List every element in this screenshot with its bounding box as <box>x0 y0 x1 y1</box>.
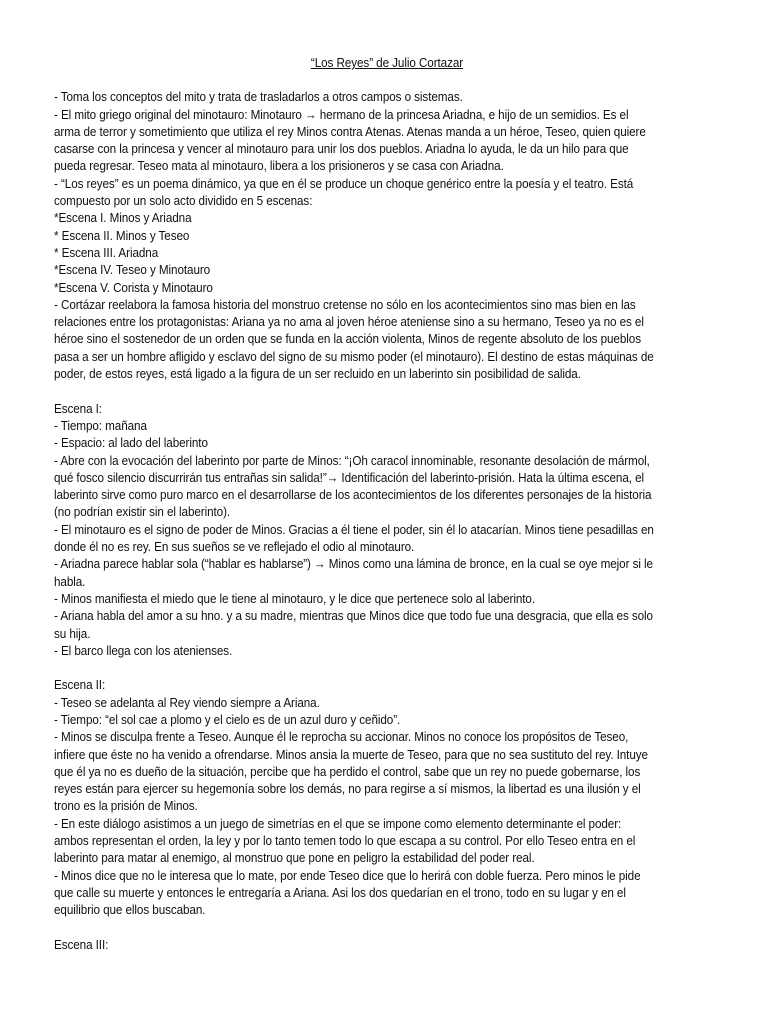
text-line: - Abre con la evocación del laberinto por parte de Minos: “¡Oh caracol innominable, resonante desolación de mármol, <box>54 452 650 468</box>
intro-section <box>54 88 653 382</box>
text-line: * Escena III. Ariadna <box>54 244 159 260</box>
text-line: - El barco llega con los atenienses. <box>54 642 233 658</box>
text-line: *Escena IV. Teseo y Minotauro <box>54 262 211 278</box>
text-line: equilibrio que ellos buscaban. <box>54 902 206 918</box>
escena-2-section <box>54 676 653 918</box>
text-line: que él ya no es dueño de la situación, percibe que ha perdido el control, sabe que un rey no puede gobernarse, los <box>54 763 641 779</box>
text-line: - Ariadna parece hablar sola (“hablar es hablarse”) → Minos como una lámina de bronce, en la cual se oye mejor si le <box>54 556 653 572</box>
text-line: héroe sino el sostenedor de un orden que se funda en la acción violenta, Minos de regente absoluto de los pueblos <box>54 331 641 347</box>
text-line: infiere que éste no ha venido a ofrendarse. Minos ansia la muerte de Teseo, para que no sea sustituto del rey. Intuye <box>54 746 648 762</box>
text-line: - Tiempo: mañana <box>54 417 147 433</box>
text-line: pueda regresar. Teseo mata al minotauro, libera a los prisioneros y se casa con Ariadna. <box>54 158 504 174</box>
text-line: poder, de estos reyes, está ligado a la figura de un ser recluido en un laberinto sin posibilidad de salida. <box>54 366 581 382</box>
text-line: *Escena V. Corista y Minotauro <box>54 279 213 295</box>
text-line: donde él no es rey. En sus sueños se ve reflejado el odio al minotauro. <box>54 539 415 555</box>
text-line: *Escena I. Minos y Ariadna <box>54 210 192 226</box>
text-line: - En este diálogo asistimos a un juego de simetrías en el que se impone como elemento determinante el poder: <box>54 815 622 831</box>
text-line: - Minos dice que no le interesa que lo mate, por ende Teseo dice que lo herirá con doble fuerza. Pero minos le pide <box>54 867 641 883</box>
document-title: “Los Reyes” de Julio Cortazar <box>310 55 464 70</box>
text-line: qué fosco silencio discurrirán tus entrañas sin salida!”→ Identificación del laberinto-prisión. Hata la última escena, el <box>54 469 645 485</box>
paragraph-gap <box>54 919 653 936</box>
text-line: que calle su muerte y entonces le entregaría a Ariana. Asi los dos quedarían en el trono, todo en su lugar y en el <box>54 884 626 900</box>
text-line: - “Los reyes” es un poema dinámico, ya que en él se produce un choque genérico entre la poesía y el teatro. Está <box>54 175 634 191</box>
text-line: habla. <box>54 573 86 589</box>
text-line: arma de terror y sometimiento que utiliza el rey Minos contra Atenas. Atenas manda a un héroe, Teseo, quien quiere <box>54 123 646 139</box>
text-line: - El minotauro es el signo de poder de Minos. Gracias a él tiene el poder, sin él lo atacarían. Minos tiene pesadillas en <box>54 521 654 537</box>
text-line: - Minos se disculpa frente a Teseo. Aunque él le reprocha su accionar. Minos no conoce los propósitos de Teseo, <box>54 729 629 745</box>
text-line: laberinto para matar al enemigo, al monstruo que pone en peligro la estabilidad del poder real. <box>54 850 535 866</box>
paragraph-gap <box>54 659 653 676</box>
text-line: relaciones entre los protagonistas: Ariana ya no ama al joven héroe ateniense sino a su hermano, Teseo ya no es el <box>54 314 644 330</box>
escena-1-section <box>54 400 653 659</box>
text-line: (no podrían existir sin el laberinto). <box>54 504 231 520</box>
text-line: su hija. <box>54 625 91 641</box>
text-line: trono es la prisión de Minos. <box>54 798 198 814</box>
escena-3-section <box>54 936 653 953</box>
text-line: - Cortázar reelabora la famosa historia del monstruo cretense no sólo en los acontecimientos sino mas bien en las <box>54 296 636 312</box>
paragraph-gap <box>54 382 653 399</box>
text-line: - El mito griego original del minotauro: Minotauro → hermano de la princesa Ariadna, e hijo de un semidios. Es el <box>54 106 629 122</box>
text-line: - Teseo se adelanta al Rey viendo siempre a Ariana. <box>54 694 320 710</box>
text-line: pasa a ser un hombre afligido y esclavo del signo de su mismo poder (el minotauro). El destino de estas máquinas de <box>54 348 654 364</box>
text-line: Escena I: <box>54 400 102 416</box>
text-line: Escena II: <box>54 677 106 693</box>
text-line: Escena III: <box>54 936 109 952</box>
document-page <box>54 54 653 953</box>
text-line: - Minos manifiesta el miedo que le tiene al minotauro, y le dice que pertenece solo al laberinto. <box>54 590 536 606</box>
text-line: * Escena II. Minos y Teseo <box>54 227 190 243</box>
text-line: ambos representan el orden, la ley y por lo tanto temen todo lo que escapa a su control. Por ello Teseo entra en el <box>54 833 636 849</box>
text-line: laberinto sirve como puro marco en el desarrollarse de los acontecimientos de los diferentes personajes de la historia <box>54 487 652 503</box>
text-line: - Tiempo: “el sol cae a plomo y el cielo es de un azul duro y ceñido”. <box>54 711 401 727</box>
text-line: casarse con la princesa y vencer al minotauro para unir los dos pueblos. Ariadna lo ayuda, le da un hilo para que <box>54 141 629 157</box>
text-line: - Ariana habla del amor a su hno. y a su madre, mientras que Minos dice que todo fue una desgracia, que ella es solo <box>54 608 653 624</box>
text-line: - Toma los conceptos del mito y trata de trasladarlos a otros campos o sistemas. <box>54 89 463 105</box>
text-line: - Espacio: al lado del laberinto <box>54 435 208 451</box>
text-line: compuesto por un solo acto dividido en 5 escenas: <box>54 193 313 209</box>
text-line: reyes están para ejercer su hegemonía sobre los demás, no para regirse a sí mismos, la libertad es una ilusión y el <box>54 781 641 797</box>
